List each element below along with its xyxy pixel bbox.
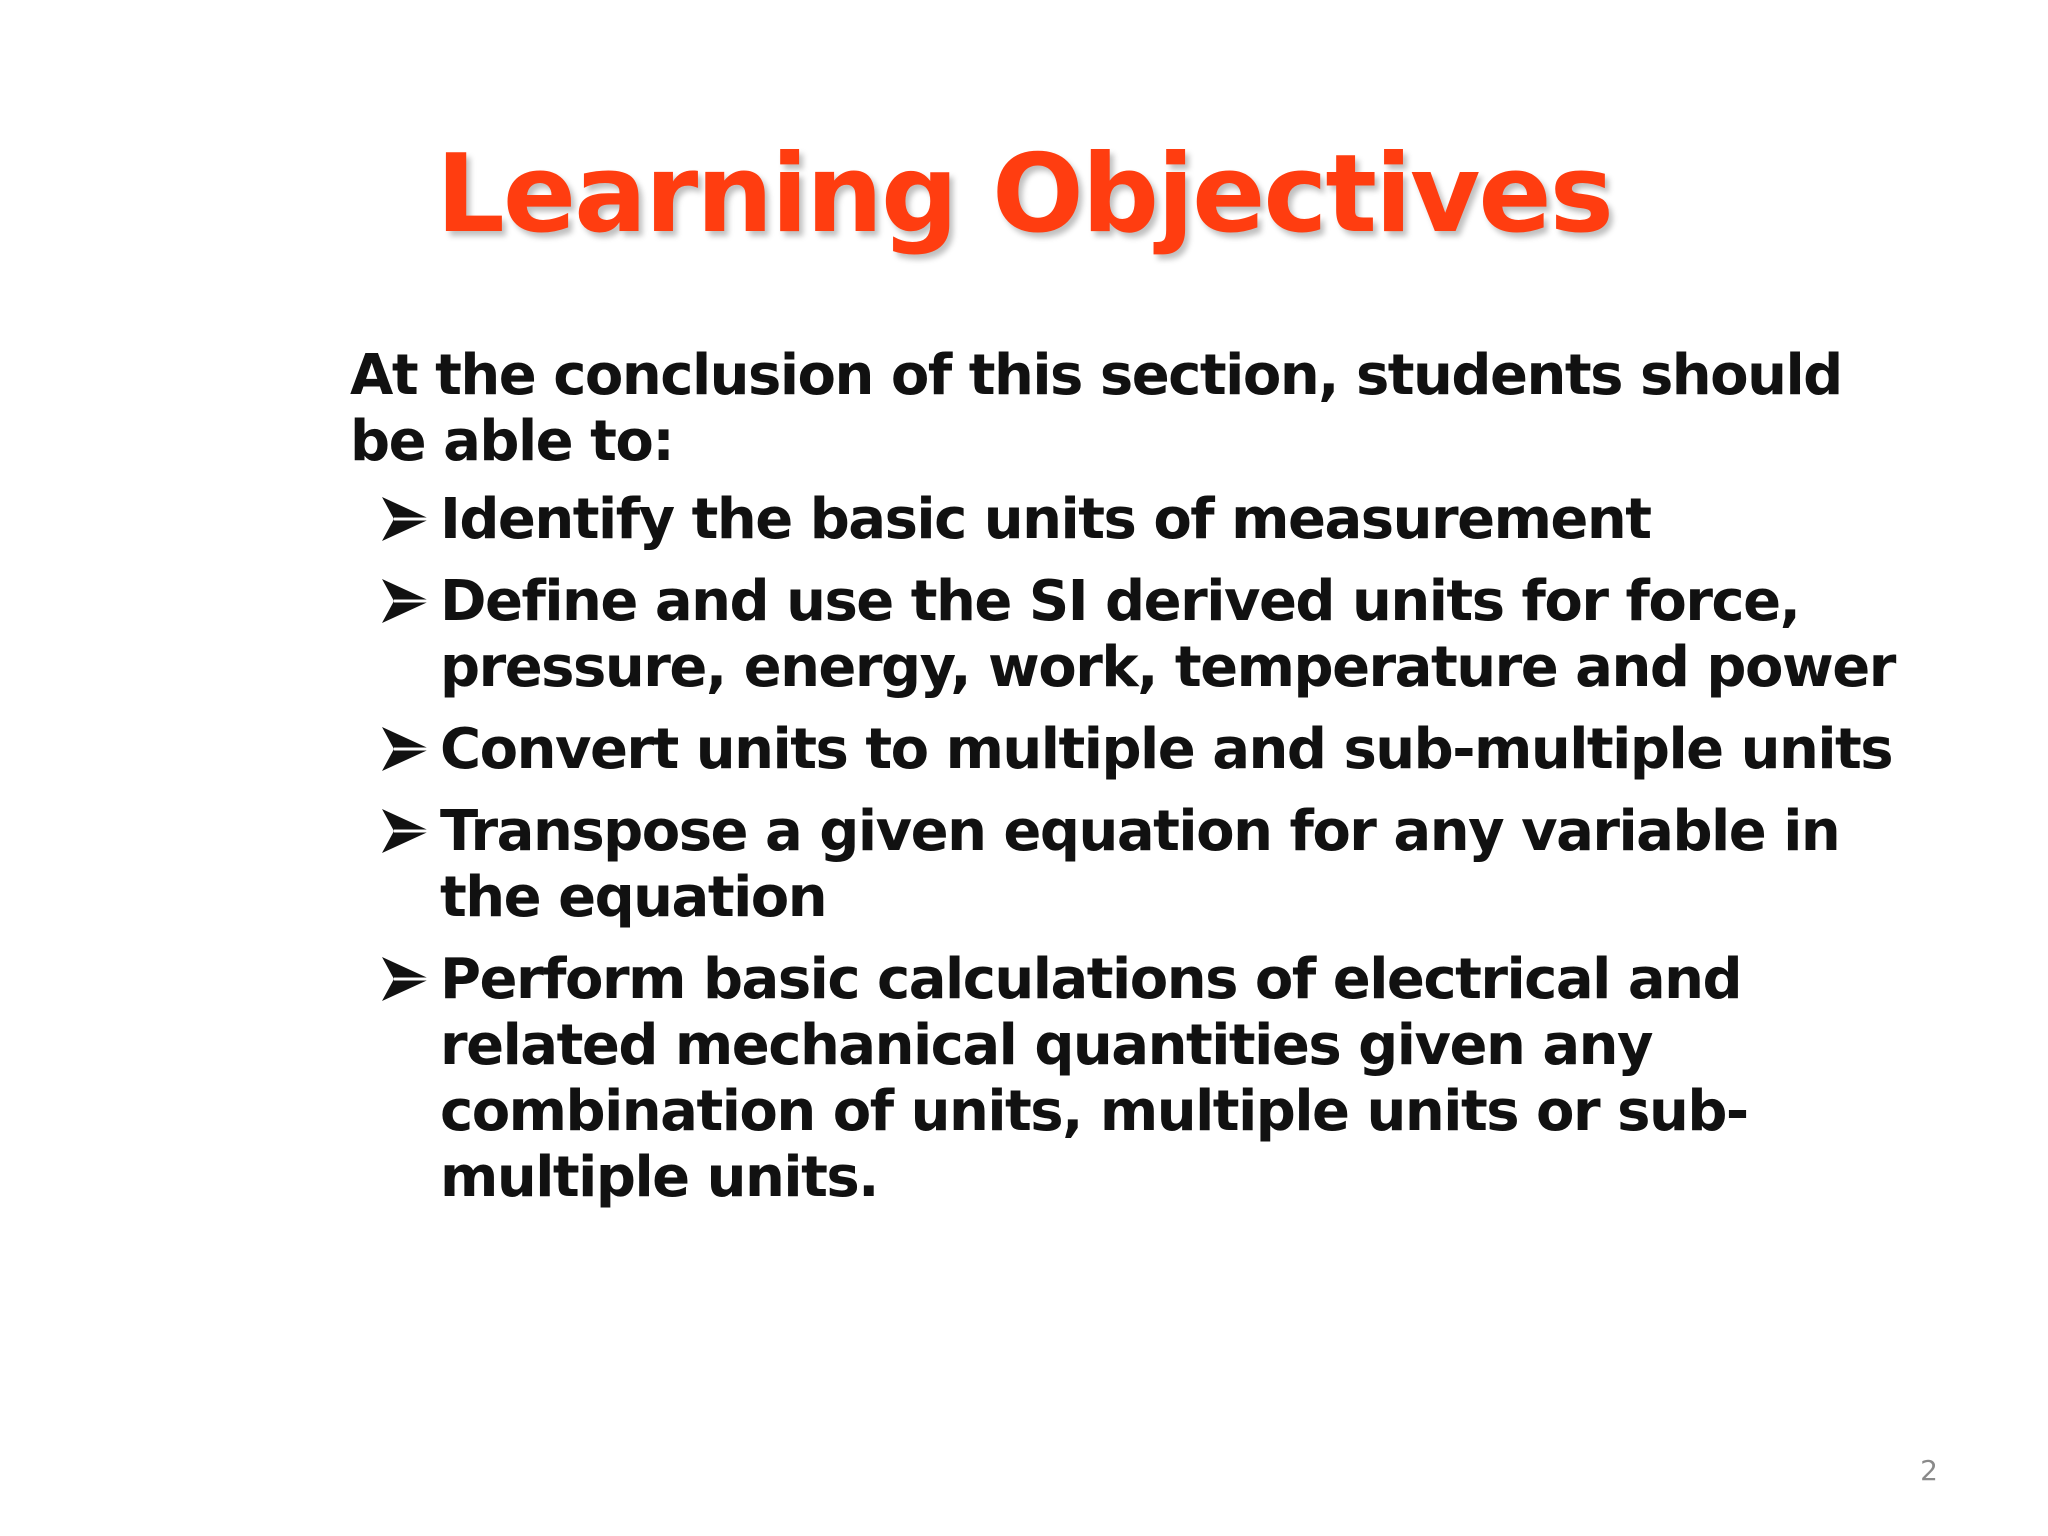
intro-text: At the conclusion of this section, students should be able to:	[350, 343, 1842, 474]
objective-item	[350, 717, 1910, 783]
arrow-bullet-icon	[378, 571, 438, 631]
slide-title: Learning Objectives	[436, 132, 1612, 257]
objective-item	[350, 569, 1910, 701]
objective-text: Identify the basic units of measurement	[440, 487, 1651, 552]
objective-item	[350, 799, 1910, 931]
objective-item	[350, 947, 1910, 1211]
objective-item	[350, 487, 1910, 553]
slide-body	[350, 343, 1910, 1227]
objective-text: Convert units to multiple and sub-multiple units	[440, 717, 1893, 782]
objective-text: Transpose a given equation for any variable in the equation	[440, 799, 1840, 930]
arrow-bullet-icon	[378, 801, 438, 861]
arrow-bullet-icon	[378, 949, 438, 1009]
objectives-list	[350, 487, 1910, 1211]
page-number: 2	[1920, 1454, 1938, 1487]
arrow-bullet-icon	[378, 719, 438, 779]
arrow-bullet-icon	[378, 489, 438, 549]
objective-text: Define and use the SI derived units for force, pressure, energy, work, temperature and power	[440, 569, 1895, 700]
objective-text: Perform basic calculations of electrical and related mechanical quantities given any combination of units, multiple units or sub-multiple units.	[440, 947, 1748, 1210]
